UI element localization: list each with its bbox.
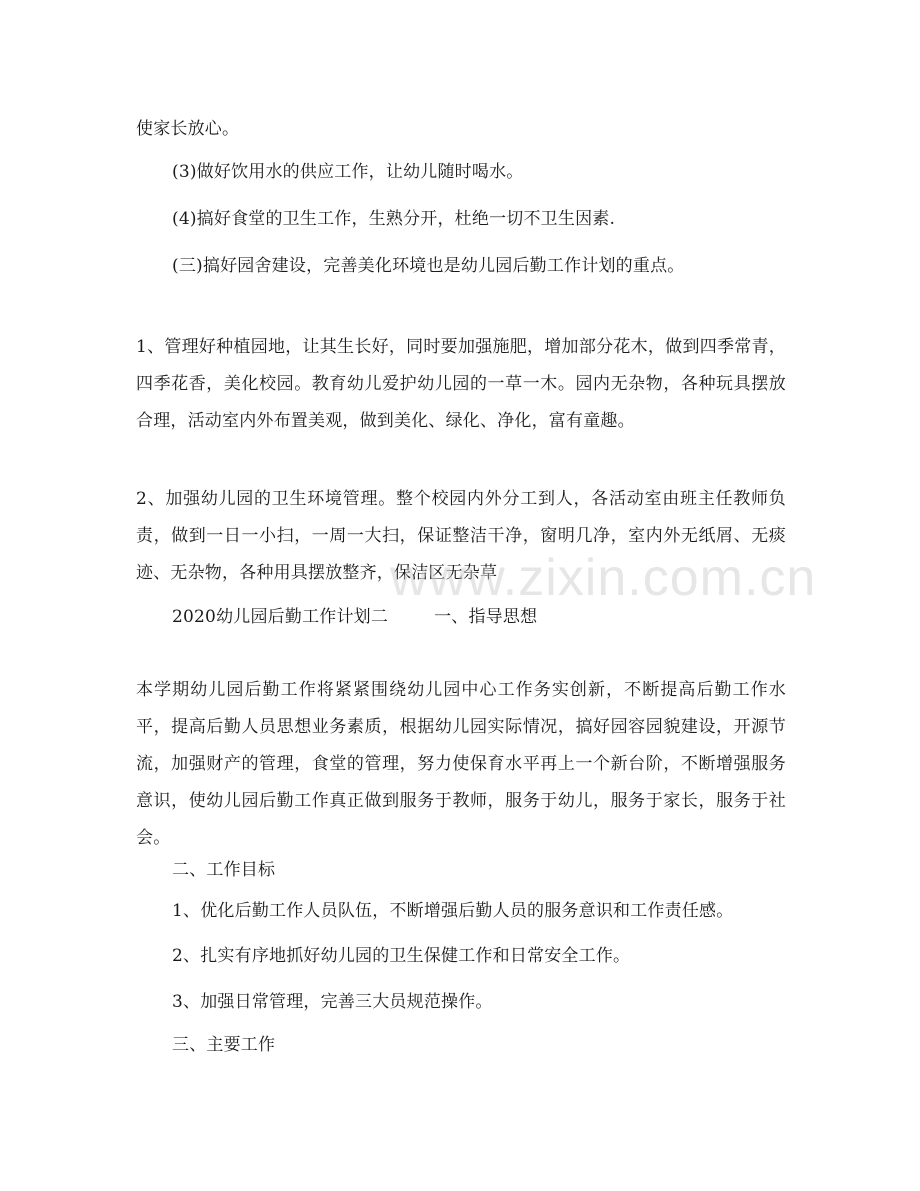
heading: 三、主要工作 <box>172 1035 276 1055</box>
text-line: 2、扎实有序地抓好幼儿园的卫生保健工作和日常安全工作。 <box>172 946 631 966</box>
text-line: (3)做好饮用水的供应工作，让幼儿随时喝水。 <box>172 162 524 182</box>
text-line: 3、加强日常管理，完善三大员规范操作。 <box>172 992 493 1012</box>
text-line: (三)搞好园舍建设，完善美化环境也是幼儿园后勤工作计划的重点。 <box>172 256 685 276</box>
text-line: (4)搞好食堂的卫生工作，生熟分开，杜绝一切不卫生因素. <box>172 209 616 229</box>
watermark: www.zixin.com.cn <box>390 549 817 607</box>
heading: 二、工作目标 <box>172 860 276 880</box>
paragraph: 2、加强幼儿园的卫生环境管理。整个校园内外分工到人，各活动室由班主任教师负责，做到一日一小扫，一周一大扫，保证整洁干净，窗明几净，室内外无纸屑、无痰迹、无杂物，各种用具摆放整齐，保洁区无杂草 <box>136 489 786 583</box>
paragraph: 本学期幼儿园后勤工作将紧紧围绕幼儿园中心工作务实创新，不断提高后勤工作水平，提高后勤人员思想业务素质，根据幼儿园实际情况，搞好园容园貌建设，开源节流，加强财产的管理，食堂的管理，努力使保育水平再上一个新台阶，不断增强服务意识，使幼儿园后勤工作真正做到服务于教师，服务于幼儿，服务于家长，服务于社会。 <box>136 680 786 848</box>
section-title <box>172 606 822 628</box>
text-line: 使家长放心。 <box>136 119 240 139</box>
section-title-left: 2020幼儿园后勤工作计划二 <box>172 607 389 627</box>
text-line: 1、优化后勤工作人员队伍，不断增强后勤人员的服务意识和工作责任感。 <box>172 901 734 921</box>
section-title-right: 一、指导思想 <box>434 607 538 627</box>
paragraph: 1、管理好种植园地，让其生长好，同时要加强施肥，增加部分花木，做到四季常青，四季花香，美化校园。教育幼儿爱护幼儿园的一草一木。园内无杂物，各种玩具摆放合理，活动室内外布置美观，做到美化、绿化、净化，富有童趣。 <box>136 337 786 431</box>
